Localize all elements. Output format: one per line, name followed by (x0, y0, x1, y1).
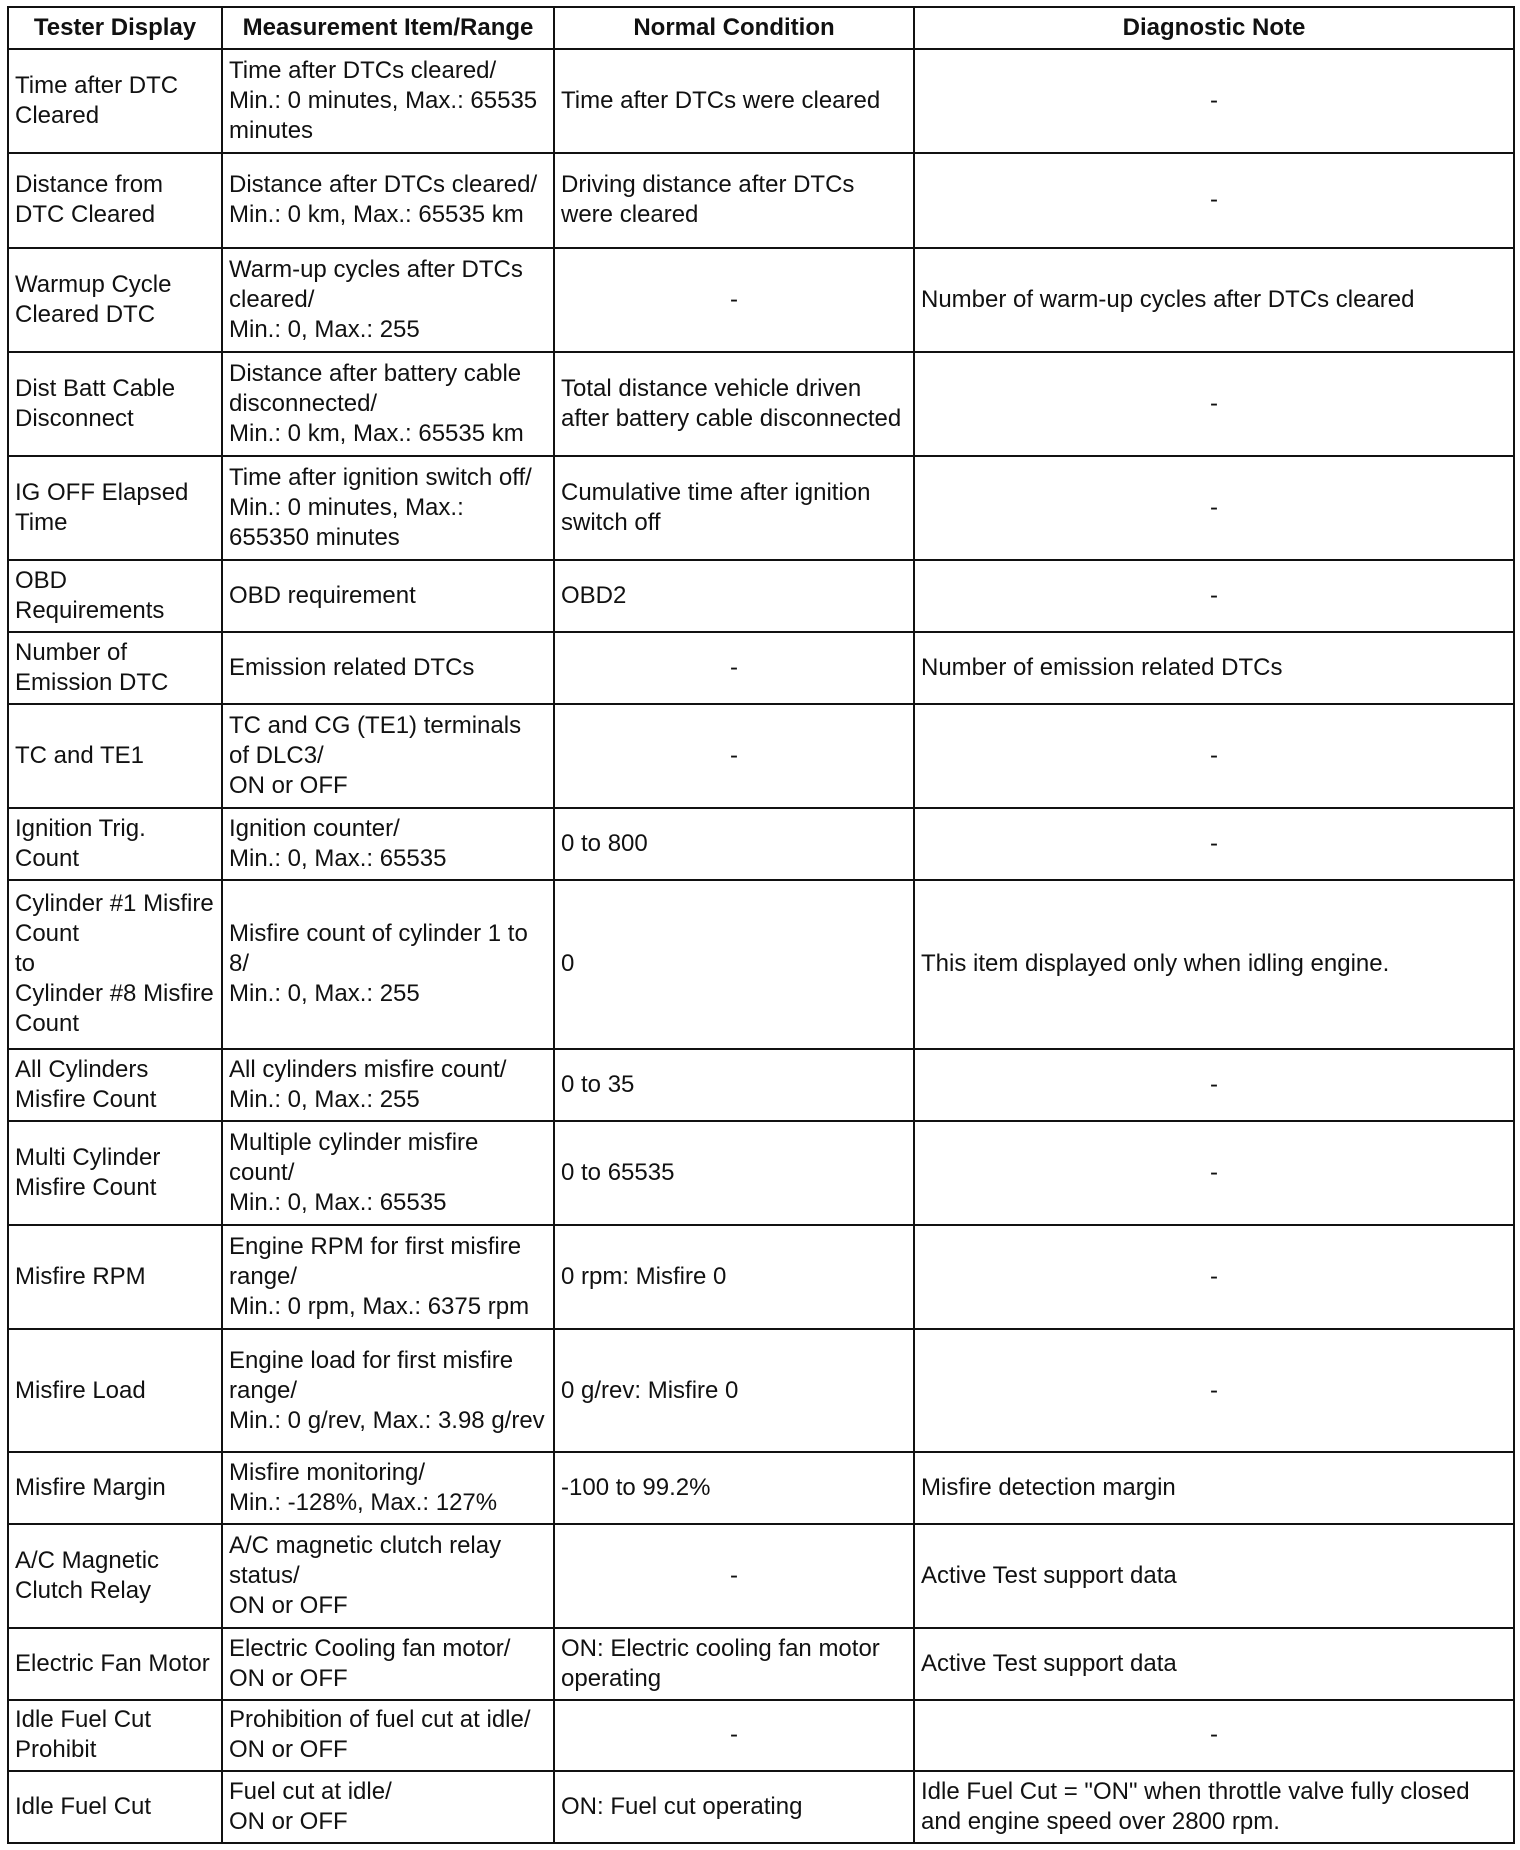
table-row (8, 1524, 1514, 1628)
table-row (8, 456, 1514, 560)
normal-condition-cell: 0 to 65535 (554, 1121, 914, 1225)
measurement-cell: Warm-up cycles after DTCs cleared/ Min.: 0, Max.: 255 (222, 248, 554, 352)
tester-display-cell: Multi Cylinder Misfire Count (8, 1121, 222, 1225)
measurement-cell: A/C magnetic clutch relay status/ ON or OFF (222, 1524, 554, 1628)
table-row (8, 560, 1514, 632)
measurement-cell: Engine load for first misfire range/ Min.: 0 g/rev, Max.: 3.98 g/rev (222, 1329, 554, 1452)
diagnostic-note-cell: - (914, 1121, 1514, 1225)
tester-display-cell: Electric Fan Motor (8, 1628, 222, 1700)
tester-display-cell: Number of Emission DTC (8, 632, 222, 704)
normal-condition-cell: 0 to 35 (554, 1049, 914, 1121)
table-row (8, 352, 1514, 456)
header-row (8, 7, 1514, 49)
table-row (8, 1700, 1514, 1772)
diagnostic-note-cell: - (914, 153, 1514, 247)
normal-condition-cell: OBD2 (554, 560, 914, 632)
table-body (8, 49, 1514, 1843)
table-row (8, 153, 1514, 247)
diagnostic-note-cell: - (914, 808, 1514, 880)
header-measurement-item-range: Measurement Item/Range (222, 7, 554, 49)
tester-display-cell: Misfire Load (8, 1329, 222, 1452)
table-row (8, 1049, 1514, 1121)
measurement-cell: Prohibition of fuel cut at idle/ ON or OFF (222, 1700, 554, 1772)
tester-display-cell: OBD Requirements (8, 560, 222, 632)
diagnostic-note-cell: Active Test support data (914, 1628, 1514, 1700)
normal-condition-cell: - (554, 704, 914, 808)
table-header (8, 7, 1514, 49)
tester-display-cell: Distance from DTC Cleared (8, 153, 222, 247)
header-diagnostic-note: Diagnostic Note (914, 7, 1514, 49)
normal-condition-cell: 0 (554, 880, 914, 1049)
diagnostic-note-cell: - (914, 49, 1514, 153)
table-row (8, 1452, 1514, 1524)
normal-condition-cell: - (554, 248, 914, 352)
normal-condition-cell: Cumulative time after ignition switch off (554, 456, 914, 560)
table-row (8, 1121, 1514, 1225)
diagnostic-note-cell: - (914, 704, 1514, 808)
tester-display-cell: Cylinder #1 Misfire Count to Cylinder #8 Misfire Count (8, 880, 222, 1049)
measurement-cell: OBD requirement (222, 560, 554, 632)
tester-display-cell: Misfire RPM (8, 1225, 222, 1329)
diagnostic-note-cell: - (914, 1700, 1514, 1772)
normal-condition-cell: 0 to 800 (554, 808, 914, 880)
table-row (8, 880, 1514, 1049)
measurement-cell: Ignition counter/ Min.: 0, Max.: 65535 (222, 808, 554, 880)
diagnostic-note-cell: - (914, 1049, 1514, 1121)
diagnostic-note-cell: Misfire detection margin (914, 1452, 1514, 1524)
header-normal-condition: Normal Condition (554, 7, 914, 49)
measurement-cell: Distance after battery cable disconnected/ Min.: 0 km, Max.: 65535 km (222, 352, 554, 456)
normal-condition-cell: 0 rpm: Misfire 0 (554, 1225, 914, 1329)
tester-display-cell: Ignition Trig. Count (8, 808, 222, 880)
normal-condition-cell: - (554, 1524, 914, 1628)
measurement-cell: Distance after DTCs cleared/ Min.: 0 km, Max.: 65535 km (222, 153, 554, 247)
tester-display-cell: Warmup Cycle Cleared DTC (8, 248, 222, 352)
table-row (8, 49, 1514, 153)
normal-condition-cell: - (554, 1700, 914, 1772)
normal-condition-cell: 0 g/rev: Misfire 0 (554, 1329, 914, 1452)
diagnostic-note-cell: Number of emission related DTCs (914, 632, 1514, 704)
data-list-table (7, 6, 1515, 1844)
measurement-cell: All cylinders misfire count/ Min.: 0, Max.: 255 (222, 1049, 554, 1121)
table-row (8, 1628, 1514, 1700)
tester-display-cell: TC and TE1 (8, 704, 222, 808)
table-row (8, 704, 1514, 808)
measurement-cell: Multiple cylinder misfire count/ Min.: 0, Max.: 65535 (222, 1121, 554, 1225)
measurement-cell: Fuel cut at idle/ ON or OFF (222, 1771, 554, 1843)
measurement-cell: TC and CG (TE1) terminals of DLC3/ ON or OFF (222, 704, 554, 808)
diagnostic-note-cell: - (914, 1225, 1514, 1329)
measurement-cell: Time after DTCs cleared/ Min.: 0 minutes, Max.: 65535 minutes (222, 49, 554, 153)
diagnostic-note-cell: - (914, 352, 1514, 456)
table-row (8, 1329, 1514, 1452)
normal-condition-cell: ON: Electric cooling fan motor operating (554, 1628, 914, 1700)
table-row (8, 632, 1514, 704)
tester-display-cell: A/C Magnetic Clutch Relay (8, 1524, 222, 1628)
measurement-cell: Misfire count of cylinder 1 to 8/ Min.: 0, Max.: 255 (222, 880, 554, 1049)
measurement-cell: Engine RPM for first misfire range/ Min.: 0 rpm, Max.: 6375 rpm (222, 1225, 554, 1329)
table-row (8, 248, 1514, 352)
measurement-cell: Emission related DTCs (222, 632, 554, 704)
tester-display-cell: Time after DTC Cleared (8, 49, 222, 153)
normal-condition-cell: ON: Fuel cut operating (554, 1771, 914, 1843)
header-tester-display: Tester Display (8, 7, 222, 49)
normal-condition-cell: Time after DTCs were cleared (554, 49, 914, 153)
diagnostic-note-cell: - (914, 1329, 1514, 1452)
diagnostic-note-cell: Number of warm-up cycles after DTCs cleared (914, 248, 1514, 352)
normal-condition-cell: Total distance vehicle driven after battery cable disconnected (554, 352, 914, 456)
tester-display-cell: IG OFF Elapsed Time (8, 456, 222, 560)
tester-display-cell: Misfire Margin (8, 1452, 222, 1524)
measurement-cell: Time after ignition switch off/ Min.: 0 minutes, Max.: 655350 minutes (222, 456, 554, 560)
tester-display-cell: All Cylinders Misfire Count (8, 1049, 222, 1121)
table-row (8, 1225, 1514, 1329)
tester-display-cell: Idle Fuel Cut Prohibit (8, 1700, 222, 1772)
table-row (8, 1771, 1514, 1843)
diagnostic-note-cell: - (914, 560, 1514, 632)
diagnostic-note-cell: Active Test support data (914, 1524, 1514, 1628)
diagnostic-note-cell: Idle Fuel Cut = "ON" when throttle valve fully closed and engine speed over 2800 rpm. (914, 1771, 1514, 1843)
table-row (8, 808, 1514, 880)
diagnostic-note-cell: This item displayed only when idling engine. (914, 880, 1514, 1049)
diagnostic-note-cell: - (914, 456, 1514, 560)
measurement-cell: Misfire monitoring/ Min.: -128%, Max.: 127% (222, 1452, 554, 1524)
tester-display-cell: Dist Batt Cable Disconnect (8, 352, 222, 456)
normal-condition-cell: - (554, 632, 914, 704)
normal-condition-cell: Driving distance after DTCs were cleared (554, 153, 914, 247)
tester-display-cell: Idle Fuel Cut (8, 1771, 222, 1843)
measurement-cell: Electric Cooling fan motor/ ON or OFF (222, 1628, 554, 1700)
normal-condition-cell: -100 to 99.2% (554, 1452, 914, 1524)
